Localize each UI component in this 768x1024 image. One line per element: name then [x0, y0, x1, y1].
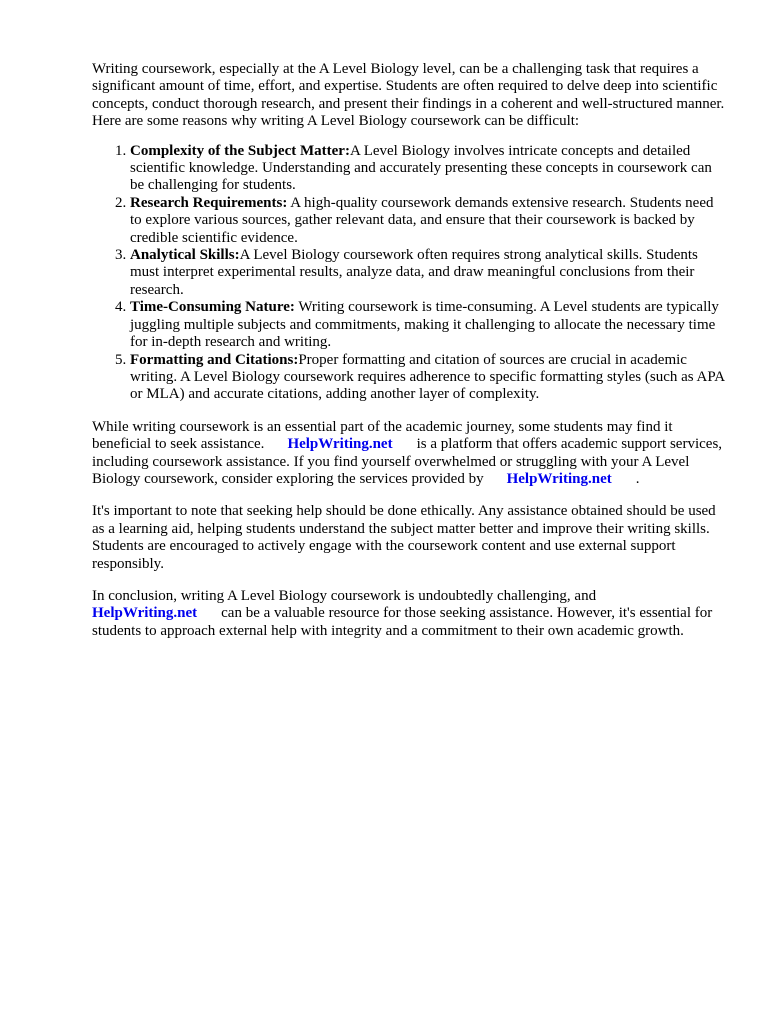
reason-item-1: [130, 143, 727, 195]
reason-text: Proper formatting and citation of sources are crucial in academic writing. A Level Biology coursework requires adherence to specific formatting styles (such as APA or MLA) and accurate citations, adding another layer of complexity.: [130, 351, 725, 403]
reason-text: A Level Biology coursework often requires strong analytical skills. Students must interpret experimental results, analyze data, and draw meaningful conclusions from their research.: [130, 247, 698, 298]
reason-text: Writing coursework is time-consuming. A Level students are typically juggling multiple subjects and commitments, making it challenging to allocate the necessary time for in-depth research and writing.: [130, 299, 719, 351]
conclusion-text-end: can be a valuable resource for those seeking assistance. However, it's essential for students to approach external help with integrity and a commitment to their own academic growth.: [92, 605, 713, 639]
reasons-list: [92, 143, 727, 404]
helpwriting-link-3[interactable]: HelpWriting.net: [92, 605, 198, 622]
assistance-text-end: .: [635, 470, 640, 487]
document-body: [92, 61, 727, 640]
reason-term: Research Requirements:: [130, 194, 288, 211]
reason-text: A high-quality coursework demands extensive research. Students need to explore various sources, gather relevant data, and ensure that their coursework is backed by credible scientific evidence.: [130, 194, 714, 246]
reason-term: Complexity of the Subject Matter:: [130, 142, 350, 159]
reason-item-2: [130, 195, 727, 247]
assistance-text-middle: is a platform that offers academic support services, including coursework assistance. If you find yourself overwhelmed or struggling with your A Level Biology coursework, consider exploring the services provided by: [92, 436, 723, 487]
assistance-paragraph: [92, 419, 727, 489]
reason-term: Formatting and Citations:: [130, 351, 299, 368]
reason-item-5: [130, 352, 727, 404]
reason-item-3: [130, 247, 727, 299]
ethics-paragraph: It's important to note that seeking help should be done ethically. Any assistance obtained should be used as a learning aid, helping students understand the subject matter better and improve their writing skills. Students are encouraged to actively engage with the coursework content and use external support responsibly.: [92, 503, 716, 572]
reason-term: Analytical Skills:: [130, 247, 240, 264]
conclusion-text-start: In conclusion, writing A Level Biology coursework is undoubtedly challenging, and: [92, 587, 597, 604]
helpwriting-link-1[interactable]: HelpWriting.net: [287, 436, 393, 453]
conclusion-paragraph: [92, 588, 727, 640]
assistance-text-start: While writing coursework is an essential part of the academic journey, some students may find it beneficial to seek assistance.: [92, 418, 673, 453]
reason-term: Time-Consuming Nature:: [130, 299, 295, 316]
intro-paragraph: Writing coursework, especially at the A Level Biology level, can be a challenging task that requires a significant amount of time, effort, and expertise. Students are often required to delve deep into scientific concepts, conduct thorough research, and present their findings in a coherent and well-structured manner. Here are some reasons why writing A Level Biology coursework can be difficult:: [92, 61, 725, 130]
reason-item-4: [130, 299, 727, 351]
reason-text: A Level Biology involves intricate concepts and detailed scientific knowledge. Understanding and accurately presenting these concepts in coursework can be challenging for students.: [130, 142, 712, 194]
helpwriting-link-2[interactable]: HelpWriting.net: [506, 470, 612, 487]
